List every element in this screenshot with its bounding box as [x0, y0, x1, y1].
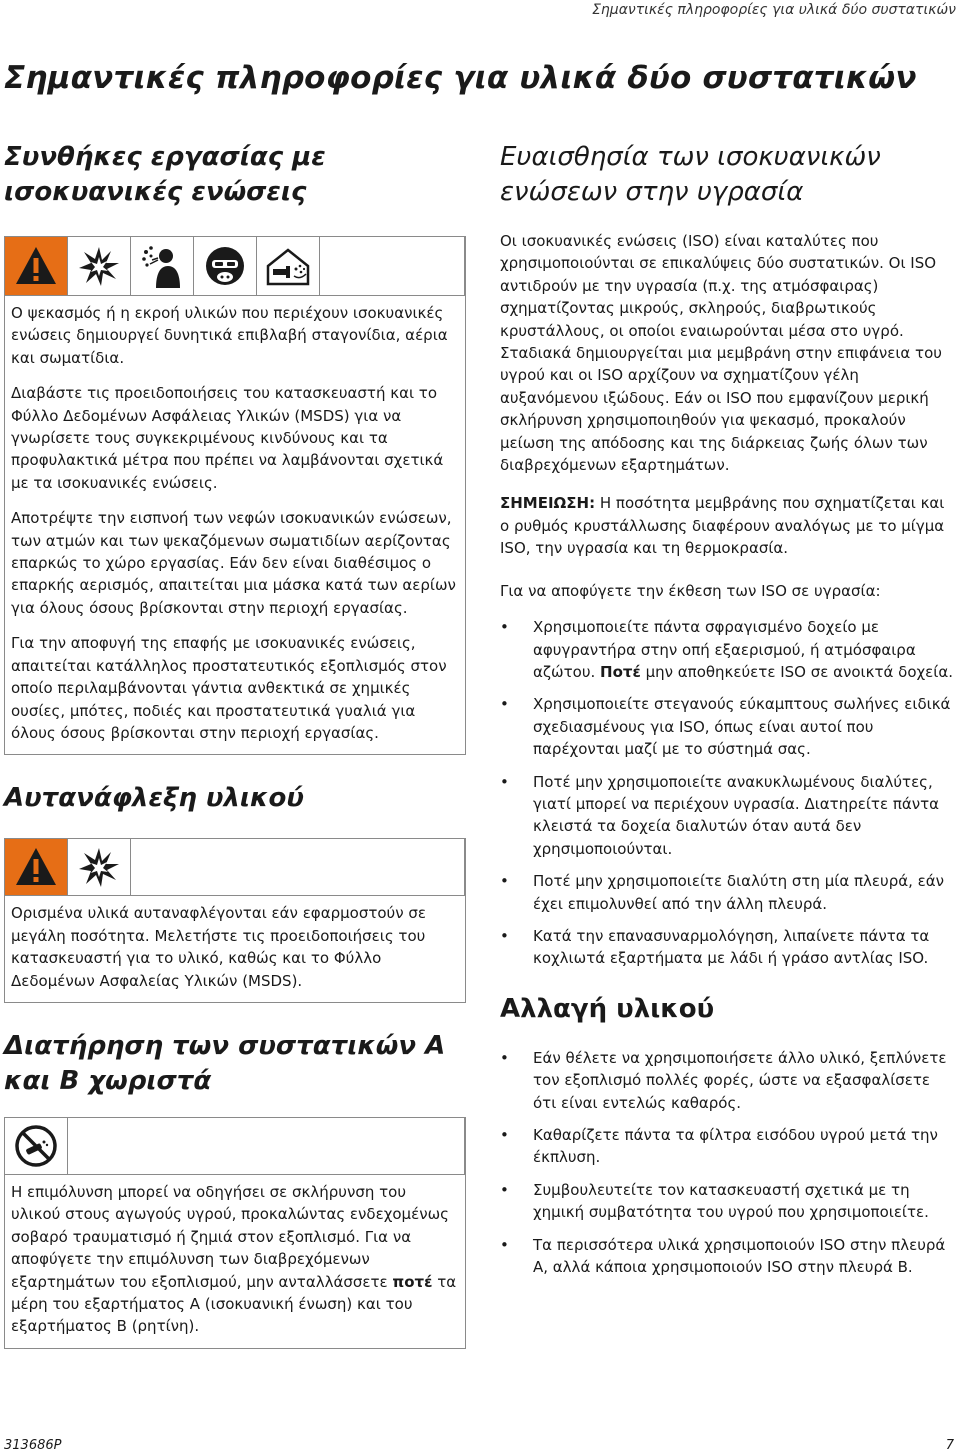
paragraph: Για την αποφυγή της επαφής με ισοκυανικές ενώσεις, απαιτείται κατάλληλος προστατευτικός εξοπλισμός στον οποίο περιλαμβάνονται γάντια ανθεκτικά σε χημικές ουσίες, μπότες, ποδιές και προστατευτικά γυαλιά για όλους όσους βρίσκονται στην περιοχή εργασίας.	[11, 634, 447, 742]
explosion-icon	[68, 237, 131, 295]
iso-warning-text	[5, 296, 465, 754]
icon-spacer	[131, 839, 465, 895]
no-mixing-icon	[5, 1118, 68, 1174]
text-run: Η επιμόλυνση μπορεί να οδηγήσει σε σκλήρυνση του υλικού στους αγωγούς υγρού, προκαλώντας ενδεχομένως σοβαρό τραυματισμό ή ζημιά στον εξοπλισμό. Για να αποφύγετε την επιμόλυνση των διαβρεχόμενων εξαρτημάτων του εξοπλισμού, μην ανταλλάσσετε	[11, 1182, 449, 1291]
list-item: • Συμβουλευτείτε τον κατασκευαστή σχετικά με τη χημική συμβατότητα του υγρού που χρησιμοποιείτε.	[500, 1179, 958, 1224]
list-item: • Ποτέ μην χρησιμοποιείτε ανακυκλωμένους διαλύτες, γιατί μπορεί να περιέχουν υγρασία. Διατηρείτε πάντα κλειστά τα δοχεία διαλυτών όταν αυτά δεν χρησιμοποιούνται.	[500, 771, 958, 861]
ventilation-icon	[257, 237, 320, 295]
keep-separate-box	[4, 1117, 466, 1349]
self-ignition-box	[4, 838, 466, 1003]
iso-conditions-heading: Συνθήκες εργασίας με ισοκυανικές ενώσεις	[4, 142, 326, 207]
warning-icon-row	[5, 237, 465, 296]
face-protection-icon	[194, 237, 257, 295]
moisture-note	[500, 492, 958, 559]
warning-icon-row	[5, 1118, 465, 1175]
warning-triangle-icon	[5, 237, 68, 295]
left-column	[4, 140, 467, 1349]
moisture-heading: Ευαισθησία των ισοκυανικών ενώσεων στην υγρασία	[500, 142, 881, 207]
moisture-bullet-list	[500, 616, 958, 970]
moisture-paragraph: Οι ισοκυανικές ενώσεις (ISO) είναι καταλύτες που χρησιμοποιούνται σε επικαλύψεις δύο συστατικών. Οι ISO αντιδρούν με την υγρασία (π.χ. της ατμόσφαιρας) σχηματίζοντας μικρούς, σκληρούς, διαβρωτικούς κρυστάλλους, οι οποίοι εναιωρούνται μέσα στο υγρό. Σταδιακά δημιουργείται μια μεμβράνη στην επιφάνεια του υγρού και οι ISO αρχίζουν να σχηματίζουν γέλη αυξανόμενου ιξώδους. Εάν οι ISO που εμφανίζουν μερική σκλήρυνση χρησιμοποιηθούν για ψεκασμό, προκαλούν μείωση της απόδοσης και της διάρκειας ζωής όλων των διαβρεχόμενων εξαρτημάτων.	[500, 232, 942, 475]
explosion-icon	[68, 839, 131, 895]
emphasis-never: Ποτέ	[600, 662, 641, 681]
list-item: • Εάν θέλετε να χρησιμοποιήσετε άλλο υλικό, ξεπλύνετε τον εξοπλισμό πολλές φορές, ώστε να εξασφαλίσετε ότι είναι εντελώς καθαρός.	[500, 1047, 958, 1114]
icon-spacer	[68, 1118, 465, 1174]
keep-separate-heading: Διατήρηση των συστατικών Α και Β χωριστά	[4, 1030, 446, 1096]
self-ignition-heading: Αυτανάφλεξη υλικού	[4, 783, 304, 814]
running-header: Σημαντικές πληροφορίες για υλικά δύο συστατικών	[592, 2, 956, 18]
page-number: 7	[945, 1438, 954, 1453]
moisture-intro: Για να αποφύγετε την έκθεση των ISO σε υγρασία:	[500, 581, 881, 600]
icon-spacer	[320, 237, 465, 295]
text-run: Χρησιμοποιείτε πάντα σφραγισμένο δοχείο με αφυγραντήρα στην οπή εξαερισμού, ή ατμόσφαιρα αζώτου.	[533, 618, 916, 681]
text-run: μην αποθηκεύετε ISO σε ανοικτά δοχεία.	[640, 662, 954, 681]
paragraph: Ο ψεκασμός ή η εκροή υλικών που περιέχουν ισοκυανικές ενώσεις δημιουργεί δυνητικά επιβλαβή σταγονίδια, αέρια και σωματίδια.	[11, 304, 448, 367]
iso-warning-box	[4, 236, 466, 755]
page-title: Σημαντικές πληροφορίες για υλικά δύο συστατικών	[4, 60, 917, 96]
list-item	[500, 616, 958, 683]
material-change-heading: Αλλαγή υλικού	[500, 993, 715, 1024]
list-item: • Καθαρίζετε πάντα τα φίλτρα εισόδου υγρού μετά την έκπλυση.	[500, 1124, 958, 1169]
text-run: τα μέρη του εξαρτήματος Α (ισοκυανική ένωση) και του εξαρτήματος Β (ρητίνη).	[11, 1272, 457, 1336]
warning-icon-row	[5, 839, 465, 896]
paragraph: Αποτρέψτε την εισπνοή των νεφών ισοκυανικών ενώσεων, των ατμών και των ψεκαζόμενων σωματιδίων αερίζοντας επαρκώς το χώρο εργασίας. Εάν δεν είναι διαθέσιμος ο επαρκής αερισμός, απαιτείται μια μάσκα κατά των αερίων για όλους όσους βρίσκονται στην περιοχή εργασίας.	[11, 509, 456, 617]
note-label: ΣΗΜΕΙΩΣΗ:	[500, 494, 596, 513]
warning-triangle-icon	[5, 839, 68, 895]
inhalation-hazard-icon	[131, 237, 194, 295]
list-item: • Κατά την επανασυναρμολόγηση, λιπαίνετε πάντα τα κοχλιωτά εξαρτήματα με λάδι ή γράσο αντλίας ISO.	[500, 925, 958, 970]
list-item: • Ποτέ μην χρησιμοποιείτε διαλύτη στη μία πλευρά, εάν έχει επιμολυνθεί από την άλλη πλευρά.	[500, 870, 958, 915]
right-column	[500, 140, 958, 1288]
note-text: Η ποσότητα μεμβράνης που σχηματίζεται και ο ρυθμός κρυστάλλωσης διαφέρουν αναλόγως με το μίγμα ISO, την υγρασία και τη θερμοκρασία.	[500, 494, 945, 558]
self-ignition-text	[5, 896, 465, 1002]
list-item: • Χρησιμοποιείτε στεγανούς εύκαμπτους σωλήνες ειδικά σχεδιασμένους για ISO, όπως είναι αυτοί που παρέχονται μαζί με το σύστημά σας.	[500, 693, 958, 760]
paragraph	[11, 1181, 459, 1338]
list-item: • Τα περισσότερα υλικά χρησιμοποιούν ISO στην πλευρά Α, αλλά κάποια χρησιμοποιούν ISO στην πλευρά Β.	[500, 1234, 958, 1279]
document-number: 313686P	[4, 1438, 62, 1453]
emphasis-never: ποτέ	[392, 1272, 433, 1291]
paragraph: Διαβάστε τις προειδοποιήσεις του κατασκευαστή και το Φύλλο Δεδομένων Ασφάλειας Υλικών (MSDS) για να γνωρίσετε τους συγκεκριμένους κινδύνους και τα προφυλακτικά μέτρα που πρέπει να λαμβάνονται σχετικά με τα ισοκυανικές ενώσεις.	[11, 384, 444, 492]
keep-separate-text	[5, 1175, 465, 1348]
paragraph: Ορισμένα υλικά αυταναφλέγονται εάν εφαρμοστούν σε μεγάλη ποσότητα. Μελετήστε τις προειδοποιήσεις του κατασκευαστή για το υλικό, καθώς και το Φύλλο Δεδομένων Ασφαλείας Υλικών (MSDS).	[11, 904, 426, 990]
material-change-bullet-list	[500, 1047, 958, 1279]
